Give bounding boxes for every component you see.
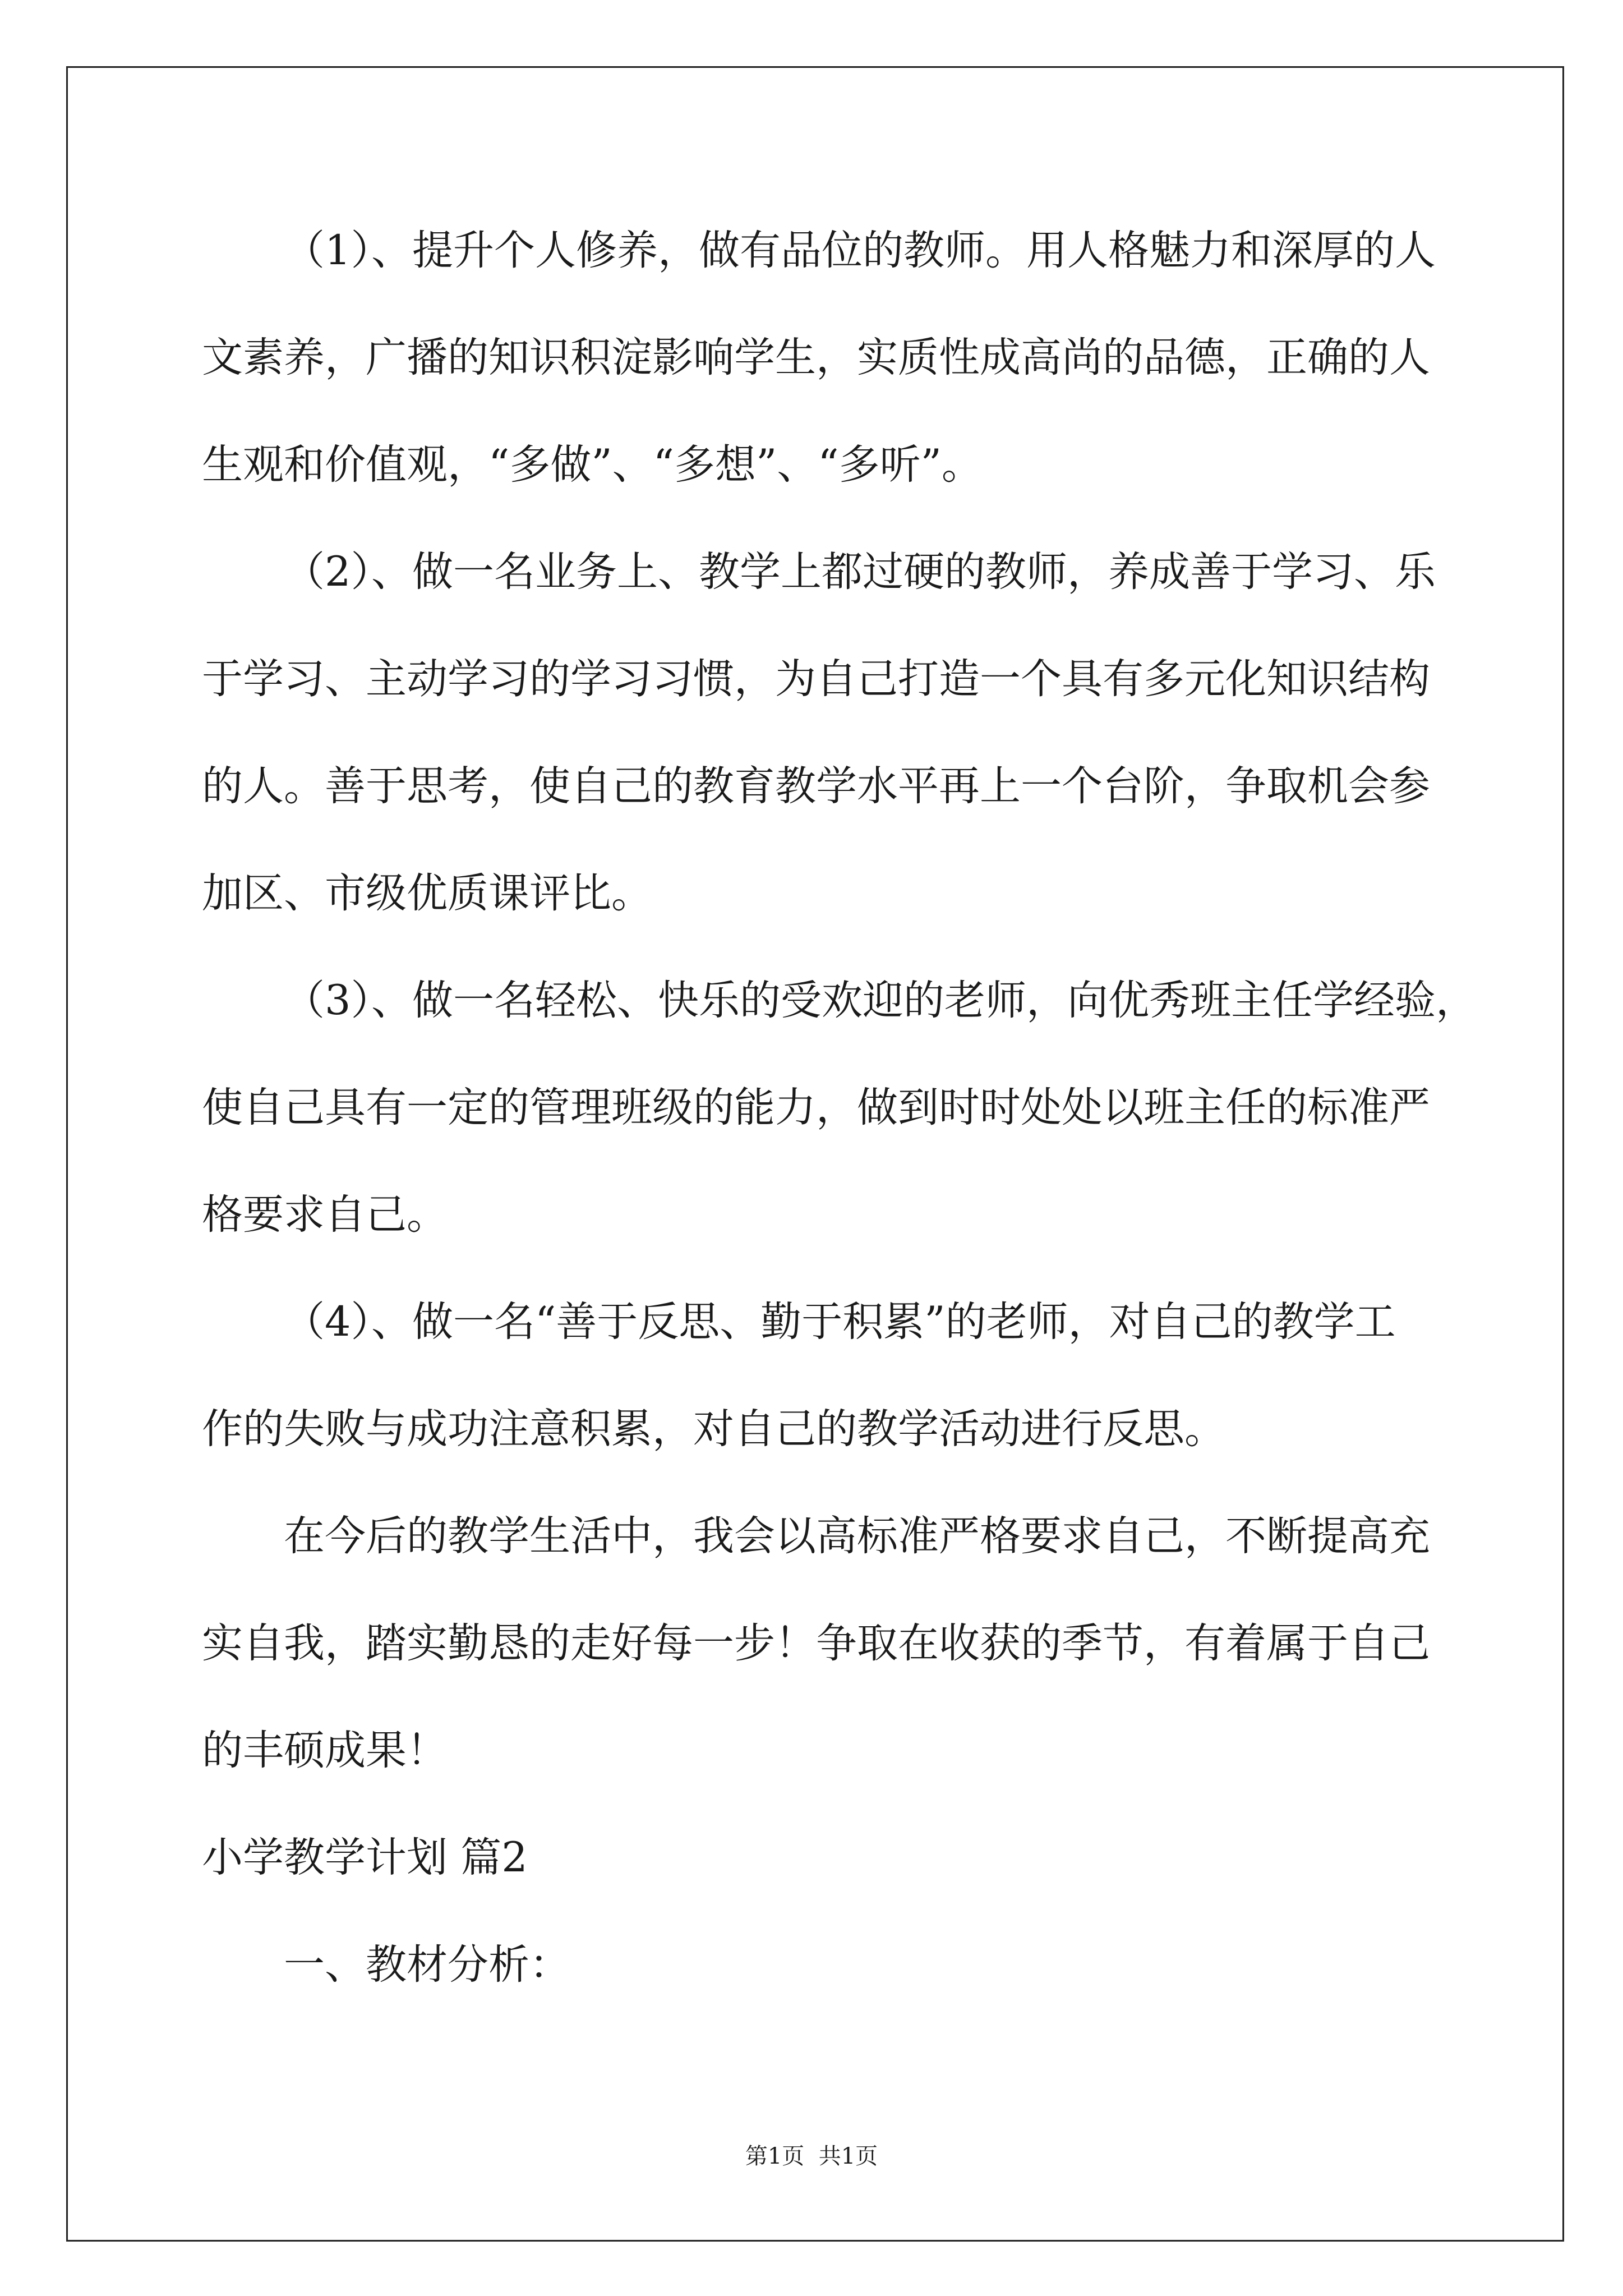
paragraph-line: 文素养，广播的知识积淀影响学生，实质性成高尚的品德，正确的人 (202, 334, 1430, 381)
paragraph-line: 使自己具有一定的管理班级的能力，做到时时处处以班主任的标准严 (202, 1084, 1430, 1131)
paragraph-5 (202, 1483, 1492, 1804)
paragraph-line: （3）、做一名轻松、快乐的受欢迎的老师，向优秀班主任学经验， (284, 977, 1477, 1024)
page-footer: 第1页 共1页 (745, 2143, 878, 2169)
paragraph-2 (202, 518, 1492, 947)
paragraph-line: 的人。善于思考，使自己的教育教学水平再上一个台阶，争取机会参 (202, 762, 1430, 810)
paragraph-line: 实自我，踏实勤恳的走好每一步！争取在收获的季节，有着属于自己 (202, 1619, 1430, 1667)
paragraph-line: （1）、提升个人修养，做有品位的教师。用人格魅力和深厚的人 (284, 227, 1436, 274)
section-title: 小学教学计划 篇2 (202, 1834, 528, 1881)
subsection-title: 一、教材分析： (284, 1941, 570, 1989)
paragraph-line: 于学习、主动学习的学习习惯，为自己打造一个具有多元化知识结构 (202, 655, 1430, 703)
paragraph-3 (202, 947, 1492, 1268)
paragraph-line: 加区、市级优质课评比。 (202, 869, 652, 917)
paragraph-line: 格要求自己。 (202, 1191, 448, 1239)
paragraph-line: 作的失败与成功注意积累，对自己的教学活动进行反思。 (202, 1405, 1225, 1453)
paragraph-line: 在今后的教学生活中，我会以高标准严格要求自己，不断提高充 (284, 1512, 1430, 1560)
paragraph-4 (202, 1268, 1492, 1483)
paragraph-line: （4）、做一名“善于反思、勤于积累”的老师，对自己的教学工 (284, 1298, 1396, 1346)
paragraph-1 (202, 197, 1492, 518)
paragraph-line: 的丰硕成果！ (202, 1727, 448, 1774)
document-body (202, 197, 1492, 2018)
paragraph-line: （2）、做一名业务上、教学上都过硬的教师，养成善于学习、乐 (284, 548, 1436, 596)
paragraph-line: 生观和价值观，“多做”、“多想”、“多听”。 (202, 441, 983, 489)
